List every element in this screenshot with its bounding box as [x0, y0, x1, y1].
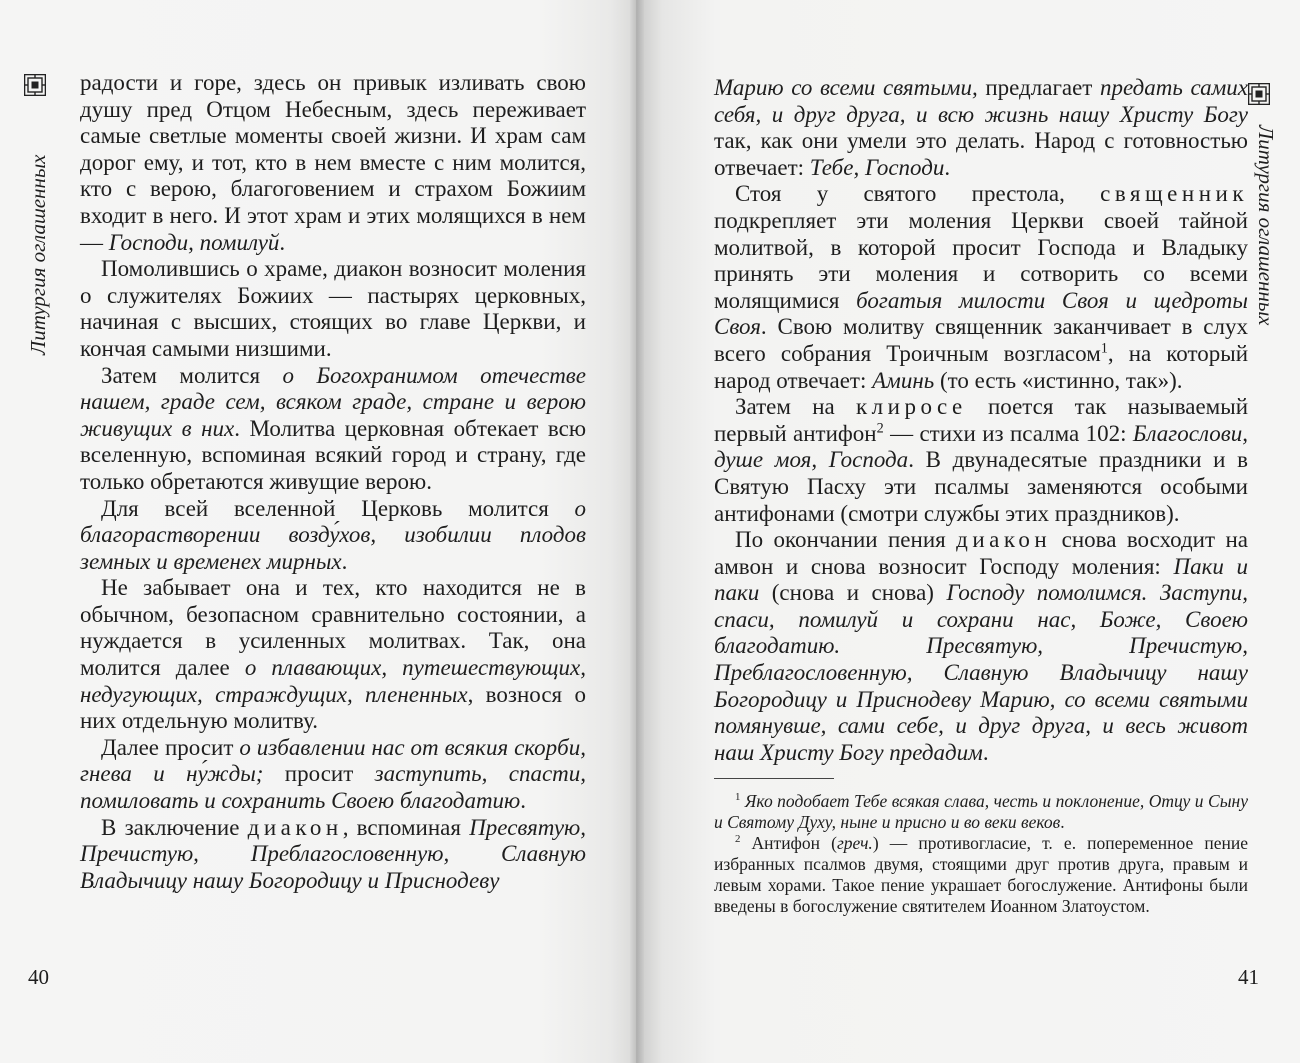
- footnote-ref: 2: [876, 420, 884, 437]
- text-run: .: [1060, 812, 1065, 833]
- ornament-icon: [1248, 83, 1270, 105]
- footnote-ref: 1: [1100, 340, 1108, 357]
- text-run: , вознося о них отдельную молитву.: [80, 681, 586, 734]
- italic-text: Господи, помилуй: [108, 229, 280, 255]
- italic-text: Яко подобает Тебе всякая слава, честь и поклонение, Отцу и Сыну и Святому Духу, ныне и присно и во веки веков: [714, 791, 1249, 833]
- text-run: Не забывает она и тех, кто находится не в обычном, безопасном сравнительно состоянии, а нуждается в усиленных молитвах. Так, она молится далее: [80, 575, 586, 681]
- paragraph: [80, 256, 586, 362]
- text-run: В заключение: [101, 814, 248, 840]
- text-run: радости и горе, здесь он привык изливать свою душу пред Отцом Небесным, здесь переживает самые светлые моменты своей жизни. И храм сам дорог ему, и тот, кто в нем вместе с ним молится, кто с верою, благоговением и страхом Божиим входит в него. И этот храм и этих молящихся в нем —: [80, 70, 586, 255]
- text-run: ) — противогласие, т. е. попеременное пение избранных псалмов двумя, стоящими друг против друга, правым и левым хорами. Такое пение украшает богослужение. Антифоны были введены в богослужение святителем Иоанном Златоустом.: [714, 833, 1248, 917]
- text-run: (то есть «истинно, так»).: [934, 367, 1183, 393]
- italic-text: о Богохранимом отечестве нашем, граде сем, всяком граде, стране и верою живущих в них: [80, 362, 586, 441]
- text-run: Помолившись о храме, диакон возносит моления о служителях Божиих — пастырях церковных, начиная с высших, стоящих во главе Церкви, и кончая самыми низшими.: [80, 256, 586, 361]
- text-run: так, как они умели это делать. Народ с готовностью отвечает:: [714, 128, 1248, 180]
- page-number-right: 41: [1238, 965, 1259, 989]
- footnote-rule: [714, 778, 834, 779]
- paragraph: [714, 791, 1248, 833]
- spaced-text: клиросе: [856, 394, 967, 420]
- running-title-right: Литургия оглашенных: [1254, 125, 1278, 326]
- text-run: . Свою молитву священник заканчивает в слух всего собрания Троичным возгласом: [714, 314, 1248, 366]
- paragraph: [80, 575, 586, 735]
- text-run: — стихи из псалма 102:: [883, 420, 1133, 446]
- left-body-text: [80, 70, 586, 894]
- text-run: подкрепляет эти моления Церкви своей тайной молитвой, в которой просит Господа и Владыку принять эти моления и сотворить со всеми молящимися: [714, 207, 1248, 313]
- paragraph: [714, 527, 1248, 766]
- italic-text: Пресвятую, Пречистую, Преблагословенную, Славную Владычицу нашу Богородицу и Приснодеву: [80, 814, 586, 893]
- text-run: предлагает: [977, 75, 1100, 100]
- page-number-left: 40: [28, 965, 49, 989]
- text-run: .: [982, 739, 989, 765]
- paragraph: [714, 75, 1248, 181]
- spaced-text: священник: [1100, 181, 1248, 207]
- italic-text: предать самих себя, и друг друга, и всю жизнь нашу Христу Богу: [714, 75, 1248, 127]
- text-run: Для всей вселенной Церковь молится: [101, 495, 575, 521]
- text-run: . В двунадесятые праздники и в Святую Пасху эти псалмы заменяются особыми антифонами (смотри службы этих праздников).: [714, 447, 1248, 526]
- paragraph: [714, 833, 1248, 917]
- paragraph: [80, 735, 586, 815]
- text-run: Затем молится: [101, 362, 283, 388]
- italic-text: Марию со всеми святыми,: [714, 75, 978, 100]
- italic-text: о плавающих, путешествующих, недугующих, страждущих, плененных: [80, 655, 586, 707]
- italic-text: Аминь: [872, 367, 935, 393]
- text-run: .: [279, 229, 286, 255]
- spaced-text: диакон: [247, 814, 343, 840]
- text-run: просит: [263, 761, 375, 787]
- italic-text: о избавлении нас от всякия скорби, гнева и ну́жды;: [80, 734, 586, 787]
- text-run: , на который народ отвечает:: [714, 340, 1248, 393]
- footnotes: [714, 791, 1248, 917]
- ornament-icon: [24, 74, 46, 96]
- running-title-left: Литургия оглашенных: [26, 154, 50, 355]
- text-run: поется так называемый первый антифон: [714, 394, 1248, 446]
- italic-text: Благослови, душе моя, Господа: [714, 420, 1249, 473]
- italic-text: греч.: [836, 833, 873, 854]
- text-run: .: [944, 154, 951, 180]
- text-run: , вспоминая: [342, 814, 470, 840]
- italic-text: заступить, спасти, помиловать и сохранить Своею благодатию: [80, 761, 587, 814]
- footnote-ref: 1: [735, 791, 741, 804]
- right-paragraphs: [714, 75, 1248, 766]
- spaced-text: диакон: [956, 527, 1052, 553]
- text-run: .: [520, 788, 527, 814]
- paragraph: [714, 181, 1248, 394]
- paragraph: [80, 363, 586, 496]
- text-run: Далее просит: [101, 734, 240, 760]
- text-run: Стоя у святого престола,: [735, 181, 1101, 207]
- italic-text: богатыя милости Своя и щедроты Своя: [714, 287, 1248, 340]
- italic-text: о благорастворении возду́хов, изобилии плодов земных и временех мирных: [80, 495, 586, 574]
- paragraph: [714, 394, 1248, 527]
- paragraph: [80, 815, 586, 895]
- paragraph: [80, 496, 586, 576]
- right-page: [636, 0, 1300, 1063]
- text-run: Антифо́н (: [740, 833, 837, 854]
- text-run: . Молитва церковная обтекает всю вселенную, вспоминая всякий город и страну, где только обретаются живущие верою.: [80, 415, 586, 494]
- book-gutter: [630, 0, 644, 1063]
- right-body-text: [714, 75, 1248, 917]
- italic-text: Паки и паки: [714, 553, 1248, 606]
- text-run: .: [341, 548, 348, 574]
- left-page: [0, 0, 636, 1063]
- text-run: Затем на: [735, 394, 856, 420]
- paragraph: [80, 70, 586, 256]
- italic-text: Господу помолимся. Заступи, спаси, помилуй и сохрани нас, Боже, Своею благодатию. Пресвятую, Пречистую, Преблагословенную, Славную Владычицу нашу Богородицу и Приснодеву Марию, со всеми святыми помянувше, сами себе, и друг друга, и весь живот наш Христу Богу предадим: [714, 580, 1248, 765]
- text-run: (снова и снова): [759, 580, 947, 606]
- italic-text: Тебе, Господи: [809, 154, 945, 180]
- text-run: снова восходит на амвон и снова возносит Господу моления:: [714, 527, 1248, 579]
- footnote-ref: 2: [735, 833, 741, 846]
- text-run: По окончании пения: [735, 527, 957, 553]
